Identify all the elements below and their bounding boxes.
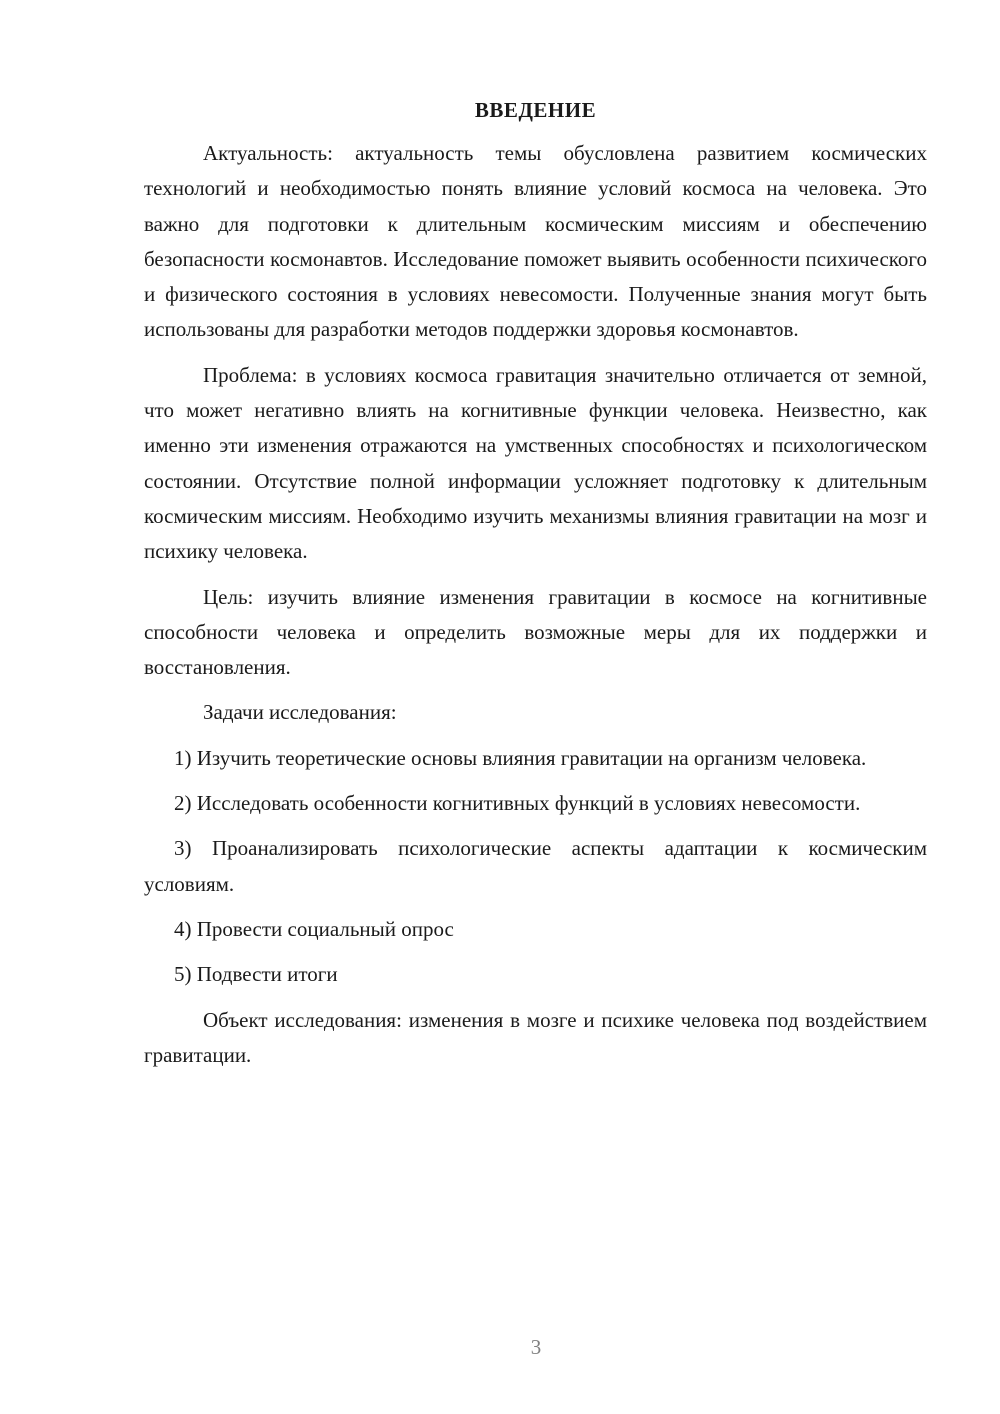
task-item-2: 2) Исследовать особенности когнитивных функций в условиях невесомости.: [174, 791, 861, 816]
task-item-1: 1) Изучить теоретические основы влияния гравитации на организм человека.: [174, 745, 867, 770]
task-item-3: 3) Проанализировать психологические аспекты адаптации к космическим условиям.: [144, 836, 927, 896]
task-item-5: 5) Подвести итоги: [174, 962, 338, 987]
paragraph-goal: Цель: изучить влияние изменения гравитации в космосе на когнитивные способности человека и определить возможные меры для их поддержки и восстановления.: [144, 584, 927, 680]
page-title: ВВЕДЕНИЕ: [474, 98, 597, 122]
paragraph-relevance: Актуальность: актуальность темы обусловлена развитием космических технологий и необходимостью понять влияние условий космоса на человека. Это важно для подготовки к длительным космическим миссиям и обеспечению безопасности космонавтов. Исследование поможет выявить особенности психического и физического состояния в условиях невесомости. Полученные знания могут быть использованы для разработки методов поддержки здоровья космонавтов.: [144, 141, 927, 342]
paragraph-tasks-heading: Задачи исследования:: [203, 700, 397, 725]
paragraph-problem: Проблема: в условиях космоса гравитация значительно отличается от земной, что может негативно влиять на когнитивные функции человека. Неизвестно, как именно эти изменения отражаются на умственных способностях и психологическом состоянии. Отсутствие полной информации усложняет подготовку к длительным космическим миссиям. Необходимо изучить механизмы влияния гравитации на мозг и психику человека.: [144, 362, 927, 564]
page-content: [144, 96, 927, 1083]
paragraph-research-object: Объект исследования: изменения в мозге и психике человека под воздействием гравитации.: [144, 1007, 927, 1067]
task-item-4: 4) Провести социальный опрос: [174, 916, 454, 941]
page-number: 3: [530, 1335, 542, 1359]
